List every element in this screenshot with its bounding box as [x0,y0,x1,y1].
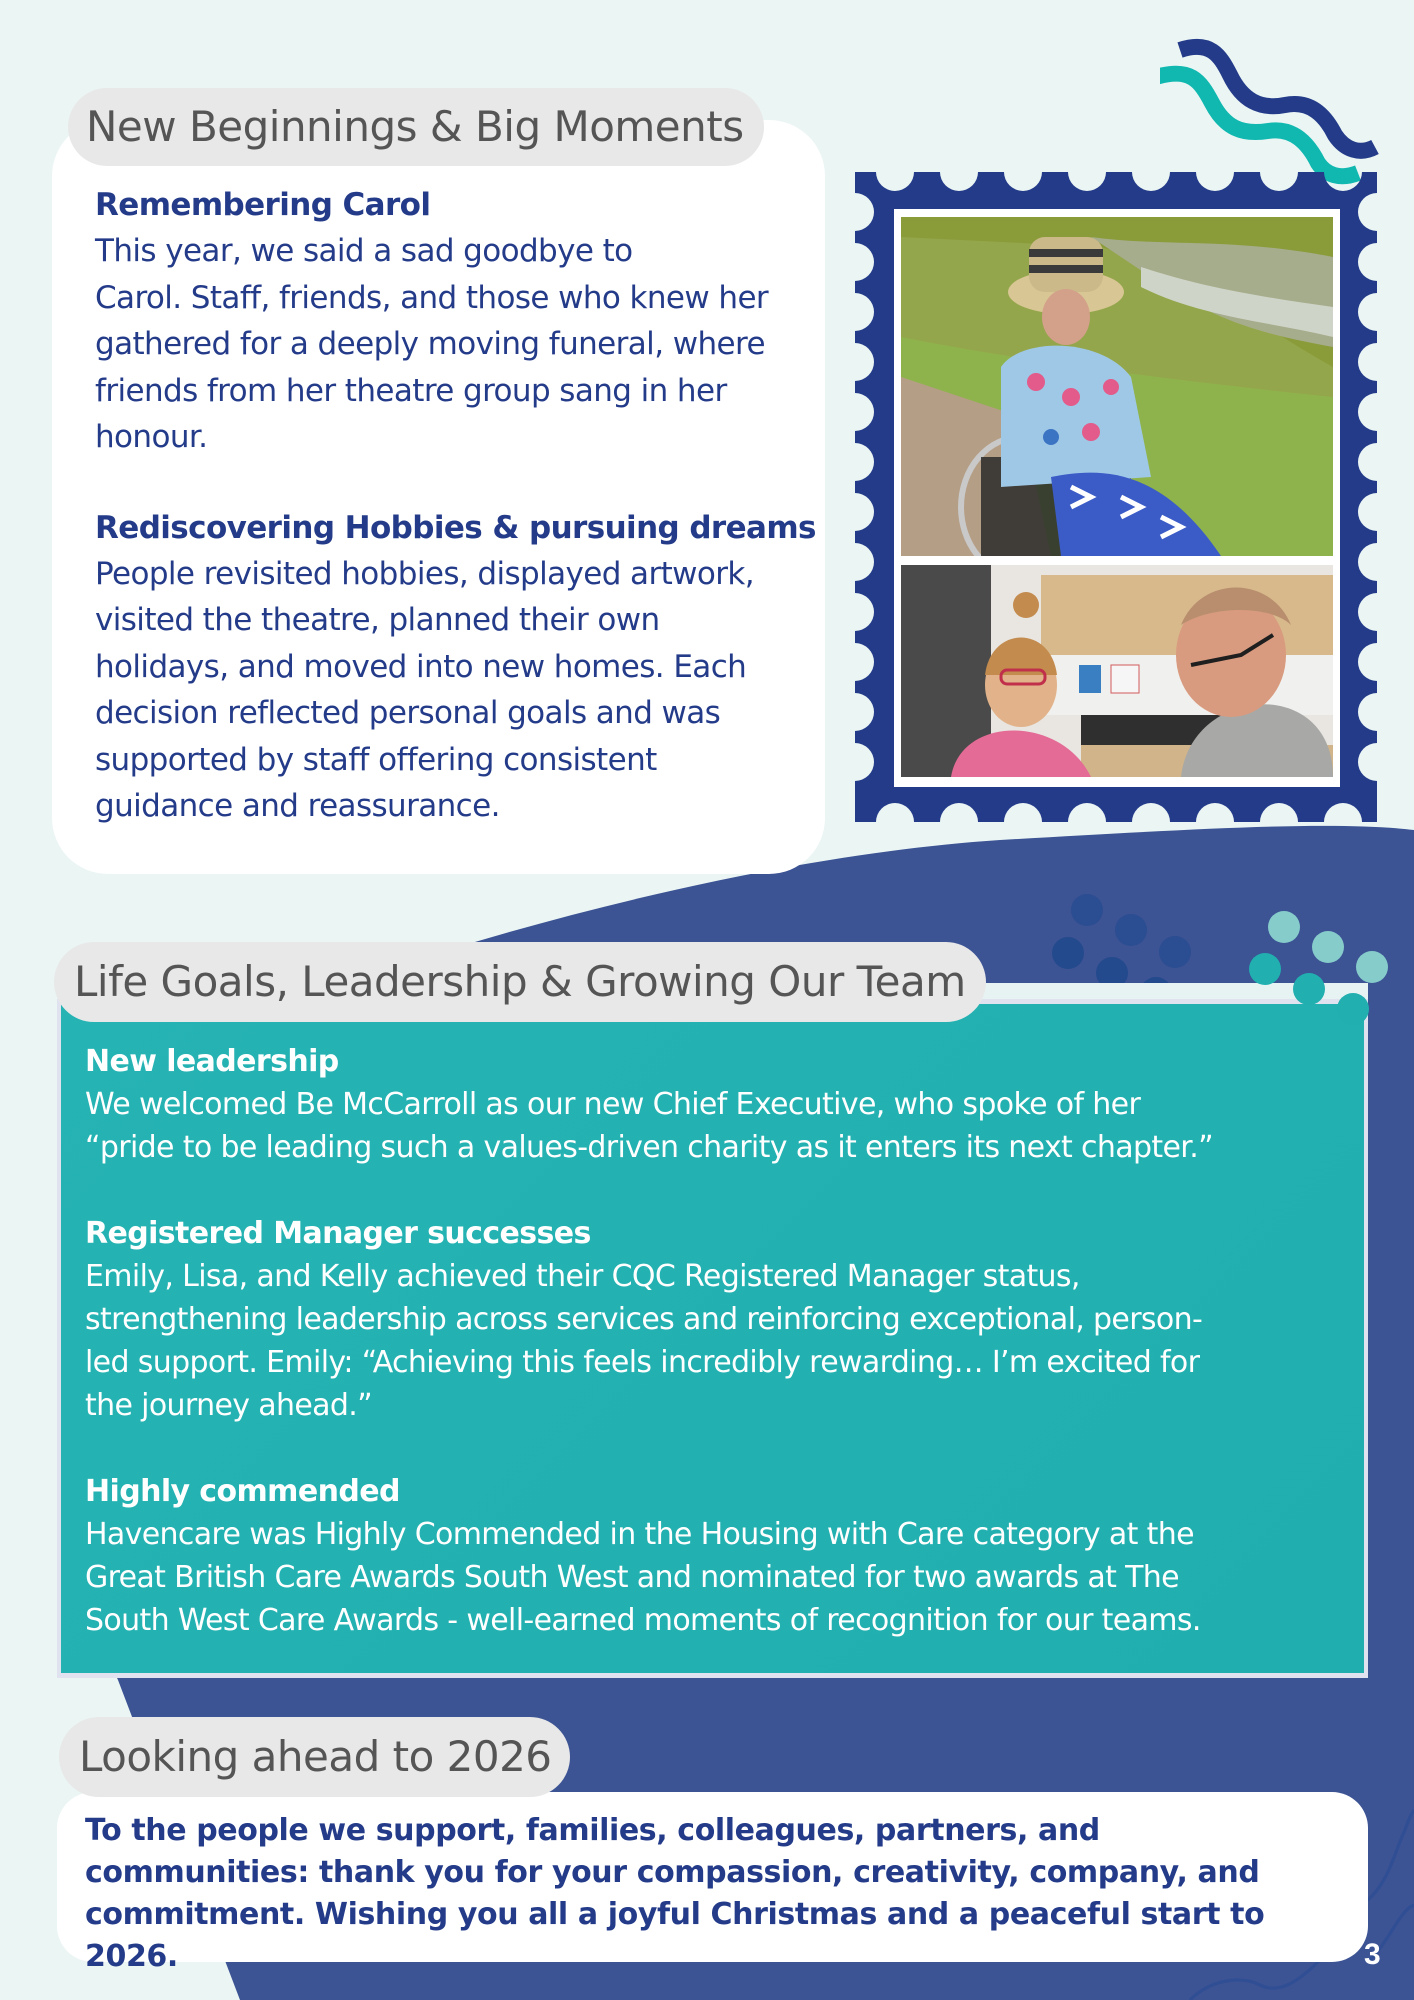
paragraph-line: Havencare was Highly Commended in the Housing with Care category at the [85,1517,1194,1552]
message-line: communities: thank you for your compassion, creativity, company, and [85,1855,1260,1890]
section-subtitle: New leadership [85,1044,339,1079]
section-heading-new-beginnings: New Beginnings & Big Moments [68,88,764,166]
paragraph-line: the journey ahead.” [85,1388,373,1423]
paragraph-line: Emily, Lisa, and Kelly achieved their CQC Registered Manager status, [85,1259,1080,1294]
section-heading-looking-ahead: Looking ahead to 2026 [59,1717,570,1797]
paragraph-line: “pride to be leading such a values-driven charity as it enters its next chapter.” [85,1130,1214,1165]
photo-woman-wheelchair-pond [901,217,1333,556]
leadership-team-box [61,1004,1364,1673]
photo-kitchen-laughing [901,565,1333,777]
paragraph-line: Carol. Staff, friends, and those who knew her [95,279,769,316]
remembering-carol-section [95,182,835,461]
paragraph-line: visited the theatre, planned their own [95,602,660,638]
paragraph-line: People revisited hobbies, displayed artwork, [95,555,755,592]
section-subtitle: Rediscovering Hobbies & pursuing dreams [95,509,816,546]
rediscovering-hobbies-section [95,505,835,830]
message-line: commitment. Wishing you all a joyful Christmas and a peaceful start to 2026. [85,1897,1265,1974]
dots-decoration-icon [1240,900,1414,1040]
paragraph-line: We welcomed Be McCarroll as our new Chief Executive, who spoke of her [85,1087,1141,1122]
section-heading-life-goals: Life Goals, Leadership & Growing Our Team [54,942,986,1022]
paragraph-line: friends from her theatre group sang in her [95,372,727,409]
message-line: To the people we support, families, colleagues, partners, and [85,1813,1100,1848]
section-subtitle: Highly commended [85,1474,400,1509]
new-leadership-section [85,1040,1355,1169]
paragraph-line: supported by staff offering consistent [95,741,657,778]
paragraph-line: guidance and reassurance. [95,788,500,824]
new-beginnings-card [52,120,825,874]
highly-commended-section [85,1470,1355,1642]
paragraph-line: gathered for a deeply moving funeral, where [95,326,765,362]
registered-manager-section [85,1212,1355,1427]
section-subtitle: Remembering Carol [95,187,431,223]
paragraph-line: led support. Emily: “Achieving this feels incredibly rewarding… I’m excited for [85,1345,1200,1380]
paragraph-line: This year, we said a sad goodbye to [95,233,633,269]
paragraph-line: South West Care Awards - well-earned moments of recognition for our teams. [85,1603,1201,1638]
page-number: 3 [1364,1938,1381,1971]
paragraph-line: holidays, and moved into new homes. Each [95,648,747,685]
looking-ahead-card [57,1792,1368,1974]
paragraph-line: honour. [95,419,208,455]
paragraph-line: strengthening leadership across services and reinforcing exceptional, person- [85,1302,1203,1337]
paragraph-line: Great British Care Awards South West and nominated for two awards at The [85,1560,1179,1595]
section-subtitle: Registered Manager successes [85,1216,591,1251]
wave-decoration-icon [1160,25,1400,185]
paragraph-line: decision reflected personal goals and was [95,695,721,731]
